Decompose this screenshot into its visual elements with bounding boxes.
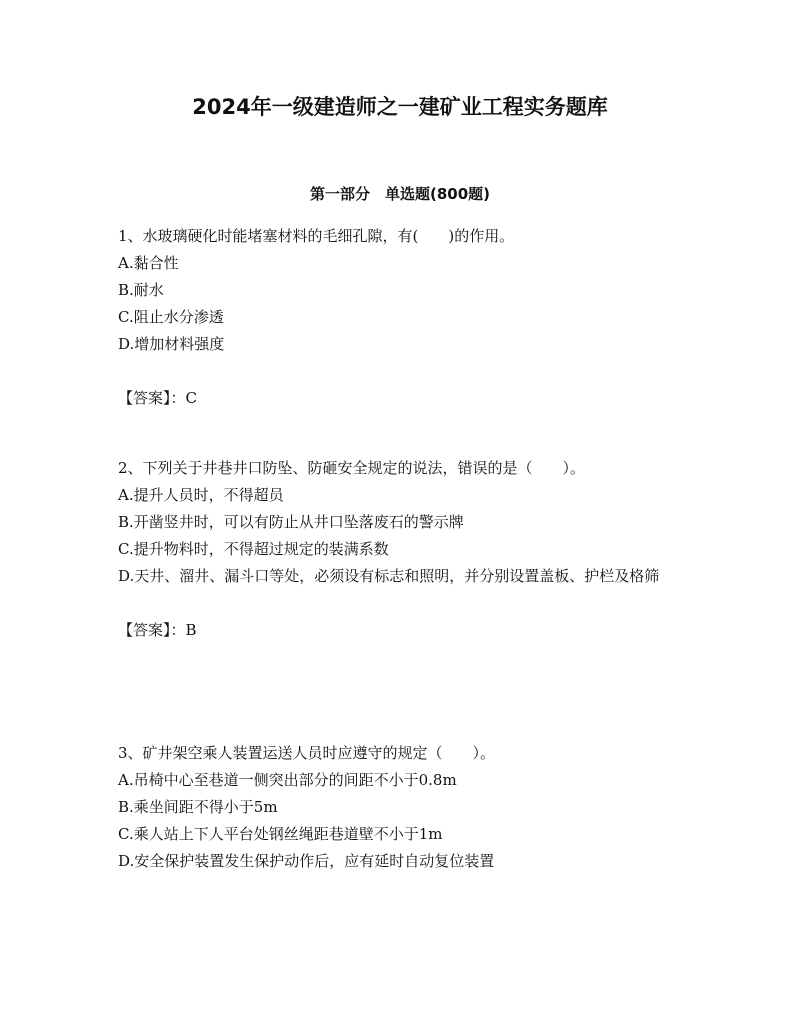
question-stem: 1、水玻璃硬化时能堵塞材料的毛细孔隙，有( )的作用。 [118, 227, 515, 245]
option-b: B.开凿竖井时，可以有防止从井口坠落废石的警示牌 [118, 513, 464, 531]
option-c: C.阻止水分渗透 [118, 308, 224, 326]
question-stem: 3、矿井架空乘人装置运送人员时应遵守的规定（ ）。 [118, 744, 496, 762]
answer-label: 【答案】：C [118, 389, 197, 407]
option-a: A.黏合性 [118, 254, 179, 272]
option-c: C.提升物料时，不得超过规定的装满系数 [118, 540, 389, 558]
option-d: D.增加材料强度 [118, 335, 225, 353]
document-title: 2024年一级建造师之一建矿业工程实务题库 [192, 95, 608, 119]
option-a: A.提升人员时，不得超员 [118, 486, 284, 504]
option-d: D.天井、溜井、漏斗口等处，必须设有标志和照明，并分别设置盖板、护栏及格筛 [118, 567, 660, 585]
question-1 [118, 223, 683, 412]
option-a: A.吊椅中心至巷道一侧突出部分的间距不小于0.8m [118, 771, 457, 789]
answer-label: 【答案】：B [118, 621, 197, 639]
question-3 [118, 740, 683, 875]
question-stem: 2、下列关于井巷井口防坠、防砸安全规定的说法，错误的是（ ）。 [118, 459, 586, 477]
option-c: C.乘人站上下人平台处钢丝绳距巷道壁不小于1m [118, 825, 443, 843]
option-d: D.安全保护装置发生保护动作后，应有延时自动复位装置 [118, 852, 495, 870]
option-b: B.耐水 [118, 281, 164, 299]
section-title: 第一部分 单选题(800题) [309, 185, 491, 203]
option-b: B.乘坐间距不得小于5m [118, 798, 278, 816]
question-2 [118, 455, 683, 644]
